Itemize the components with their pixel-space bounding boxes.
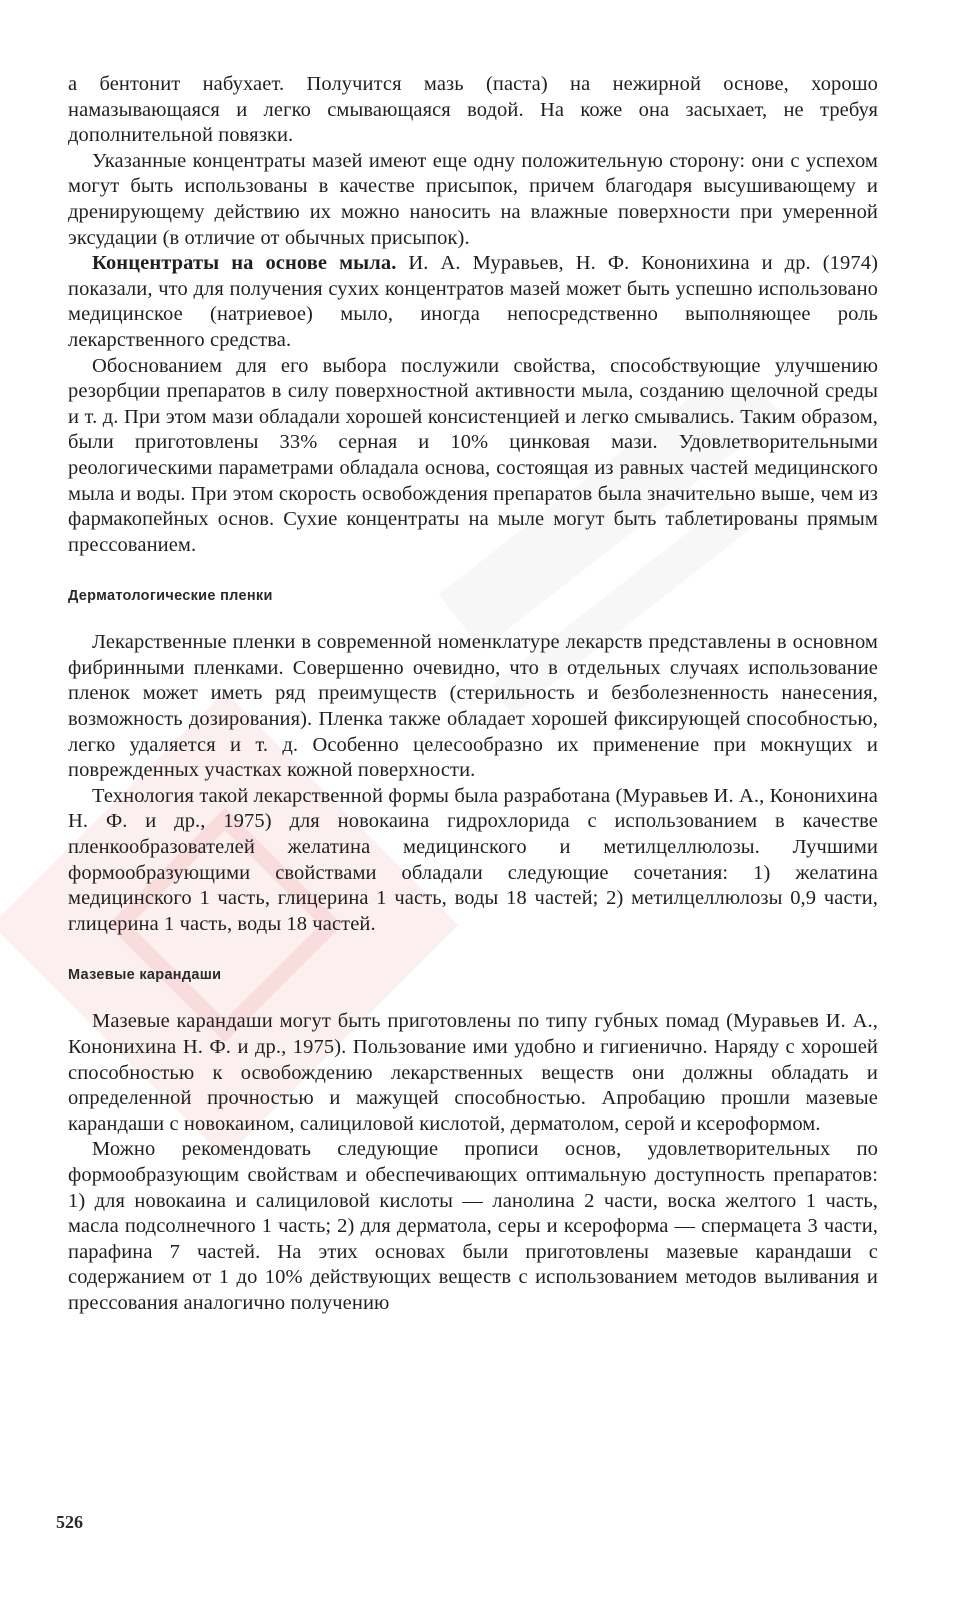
paragraph-soap-rationale: Обоснованием для его выбора послужили свойства, способствующие улучшению резорбции препаратов в силу поверхностной активности мыла, созданию щелочной среды и т. д. При этом мази обладали хорошей консистенцией и легко смывались. Таким образом, были приготовлены 33% серная и 10% цинковая мази. Удовлетворительными реологическими параметрами обладала основа, состоящая из равных частей медицинского мыла и воды. При этом скорость освобождения препаратов была значительно выше, чем из фармакопейных основ. Сухие концентраты на мыле могут быть таблетированы прямым прессованием. — [68, 354, 878, 556]
paragraph-films-intro: Лекарственные пленки в современной номенклатуре лекарств представлены в основном фибринными пленками. Совершенно очевидно, что в отдельных случаях использование пленок может иметь ряд преимуществ (стерильность и безболезненность нанесения, возможность дозирования). Пленка также обладает хорошей фиксирующей способностью, легко удаляется и т. д. Особенно целесообразно их применение при мокнущих и поврежденных участках кожной поверхности. — [68, 631, 878, 782]
paragraph-pencils-intro: Мазевые карандаши могут быть приготовлены по типу губных помад (Муравьев И. А., Кононихина Н. Ф. и др., 1975). Пользование ими удобно и гигиенично. Наряду с хорошей способностью к освобождению лекарственных веществ они должны обладать и определенной прочностью и мажущей способностью. Апробацию прошли мазевые карандаши с новокаином, салициловой кислотой, дерматолом, серой и ксероформом. — [68, 1010, 878, 1135]
paragraph-powders: Указанные концентраты мазей имеют еще одну положительную сторону: они с успехом могут быть использованы в качестве присыпок, причем благодаря высушивающему и дренирующему действию их можно наносить на влажные поверхности при умеренной эксудации (в отличие от обычных присыпок). — [68, 149, 878, 249]
section-heading-pencils: Мазевые карандаши — [68, 967, 222, 984]
soap-concentrates-text: И. А. Муравьев, Н. Ф. Кононихина и др. (1974) показали, что для получения сухих концентратов мазей может быть успешно использовано медицинское (натриевое) мыло, иногда непосредственно выполняющее роль лекарственного средства. — [68, 252, 878, 351]
paragraph-films-technology: Технология такой лекарственной формы была разработана (Муравьев И. А., Кононихина Н. Ф. и др., 1975) для новокаина гидрохлорида с использованием в качестве пленкообразователей желатина медицинского и метилцеллюлозы. Лучшими формообразующими свойствами обладали следующие сочетания: 1) желатина медицинского 1 часть, глицерина 1 часть, воды 18 частей; 2) метилцеллюлозы 0,9 части, глицерина 1 часть, воды 18 частей. — [68, 784, 878, 935]
run-in-heading-soap: Концентраты на основе мыла. — [92, 252, 397, 275]
page-number: 526 — [56, 1512, 83, 1532]
paragraph-pencils-formulas: Можно рекомендовать следующие прописи основ, удовлетворительных по формообразующим свойствам и обеспечивающих оптимальную доступность препаратов: 1) для новокаина и салициловой кислоты — ланолина 2 части, воска желтого 1 часть, масла подсолнечного 1 часть; 2) для дерматола, серы и ксероформа — спермацета 3 части, парафина 7 частей. На этих основах были приготовлены мазевые карандаши с содержанием от 1 до 10% действующих веществ с использованием методов выливания и прессования аналогично получению — [68, 1138, 878, 1314]
paragraph-bentonite: а бентонит набухает. Получится мазь (паста) на нежирной основе, хорошо намазывающаяся и легко смывающаяся водой. На коже она засыхает, не требуя дополнительной повязки. — [68, 73, 878, 147]
page-content — [68, 72, 878, 1317]
section-heading-films: Дерматологические пленки — [68, 588, 273, 605]
paragraph-soap-concentrates — [68, 251, 878, 353]
